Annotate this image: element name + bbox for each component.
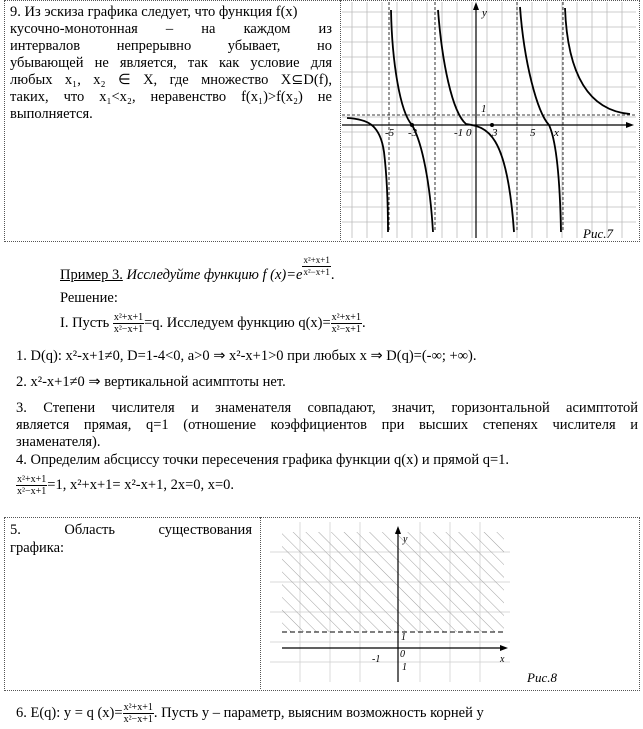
- figure7-grid: [342, 2, 636, 238]
- figure7-y-label: y: [482, 7, 487, 19]
- item6-fraction: [123, 702, 154, 725]
- step1-line: [60, 312, 366, 335]
- figure7-x-label: x: [554, 127, 559, 139]
- section5-label-2: графика:: [10, 540, 65, 556]
- section5-label: [10, 522, 252, 539]
- figure7-tick: 5: [530, 127, 536, 139]
- solution-label: Решение:: [60, 290, 118, 306]
- item9-line: таких, что x₁<x₂, неравенство f(x₁)>f(x₂) не: [10, 89, 332, 105]
- example3-exponent: [302, 255, 330, 278]
- paragraph-2: 2. x²-x+1≠0 ⇒ вертикальной асимптоты нет.: [16, 374, 286, 390]
- paragraph-3-line: 3. Степени числителя и знаменателя совпадают, значит, горизонтальной асимптотой: [16, 400, 638, 416]
- figure8-x-label: x: [500, 654, 505, 665]
- figure8-tick: 1: [401, 632, 406, 643]
- example3-task: Исследуйте функцию f (x)=e: [126, 266, 303, 283]
- paragraph-4: 4. Определим абсциссу точки пересечения графика функции q(x) и прямой q=1.: [16, 452, 509, 468]
- fraction-denominator: x²−x+1: [113, 324, 144, 335]
- step1-end: .: [361, 314, 366, 331]
- fraction-denominator: x²−x+1: [331, 324, 361, 335]
- figure7-graph: [342, 2, 636, 238]
- figure8-x-arrow: [500, 645, 508, 651]
- figure7-y-arrow: [473, 2, 479, 10]
- paragraph-3-line: является прямая, q=1 (отношение коэффициентов при высших степенях числителя и: [16, 417, 638, 433]
- figure8-y-label: y: [403, 534, 408, 545]
- fraction-numerator: x²+x+1: [123, 702, 153, 713]
- item9-line: убывающей не является, так как условие для: [10, 55, 332, 71]
- step1-fraction-q: [331, 312, 362, 335]
- fraction-numerator: x²+x+1: [113, 312, 144, 323]
- paragraph-3: [16, 400, 638, 451]
- fraction-denominator: x²−x+1: [17, 486, 47, 497]
- item9-line: любых x₁, x₂ ∈ X, где множество X⊆D(f),: [10, 72, 332, 88]
- item9-line: 9. Из эскиза графика следует, что функция f(x): [10, 4, 298, 20]
- curve-segment-5: [565, 8, 630, 114]
- example3-title: Пример 3.: [60, 266, 123, 283]
- figure7-tick: 1: [481, 103, 487, 115]
- item9-line: кусочно-монотонная – на каждом из: [10, 21, 332, 37]
- fraction-denominator: x²−x+1: [123, 714, 153, 725]
- paragraph-4-equation: [16, 474, 234, 497]
- section5-num: 5.: [10, 522, 21, 538]
- item6-suffix: . Пусть y – параметр, выясним возможность корней у: [153, 704, 484, 721]
- figure7-tick: 0: [466, 127, 472, 139]
- root-point: [410, 123, 414, 127]
- section5-divider: [260, 517, 261, 689]
- section5-word: существования: [158, 522, 252, 538]
- figure7-tick: -3: [408, 127, 418, 139]
- step1-mid: =q. Исследуем функцию q(x)=: [144, 314, 331, 331]
- figure7-caption: Рис.7: [583, 226, 613, 241]
- eq-fraction: [16, 474, 47, 497]
- top-section-divider: [340, 0, 341, 240]
- figure8-y-arrow: [395, 526, 401, 534]
- item9-text: [10, 4, 332, 123]
- item6-line: [16, 702, 484, 725]
- item9-line: выполняется.: [10, 106, 93, 122]
- figure8-tick: 0: [400, 649, 405, 660]
- example3-heading: Пример 3. Исследуйте функцию f (x)=e $\frac{\text{x²+x+1}}{\text{x²−x+1}}$ .: [60, 255, 335, 283]
- figure7-tick: -1: [454, 127, 464, 139]
- section5-word: Область: [64, 522, 115, 538]
- paragraph-3-line: знаменателя).: [16, 434, 101, 450]
- figure8-tick: 1: [402, 662, 407, 673]
- step1-fraction: [113, 312, 144, 335]
- step1-prefix: I. Пусть: [60, 314, 110, 331]
- figure7-tick: 3: [492, 127, 498, 139]
- paragraph-1: 1. D(q): x²-x+1≠0, D=1-4<0, a>0 ⇒ x²-x+1>0 при любых x ⇒ D(q)=(-∞; +∞).: [16, 348, 477, 364]
- item6-prefix: 6. E(q): y = q (x)=: [16, 704, 123, 721]
- eq-rest: =1, x²+x+1= x²-x+1, 2x=0, x=0.: [47, 476, 235, 493]
- figure8-graph: [270, 522, 570, 682]
- figure7-x-arrow: [626, 122, 634, 128]
- figure8-tick: -1: [372, 654, 381, 665]
- fraction-numerator: x²+x+1: [17, 474, 47, 485]
- item9-line: интервалов непрерывно убывает, но: [10, 38, 332, 54]
- exponent-denominator: x²−x+1: [303, 267, 330, 277]
- root-point: [490, 123, 494, 127]
- domain-hatched-region: [282, 532, 504, 632]
- curve-segment-4: [520, 7, 561, 232]
- figure8-caption: Рис.8: [527, 670, 557, 685]
- figure7-tick: -5: [385, 127, 395, 139]
- fraction-numerator: x²+x+1: [331, 312, 361, 323]
- exponent-numerator: x²+x+1: [303, 255, 330, 265]
